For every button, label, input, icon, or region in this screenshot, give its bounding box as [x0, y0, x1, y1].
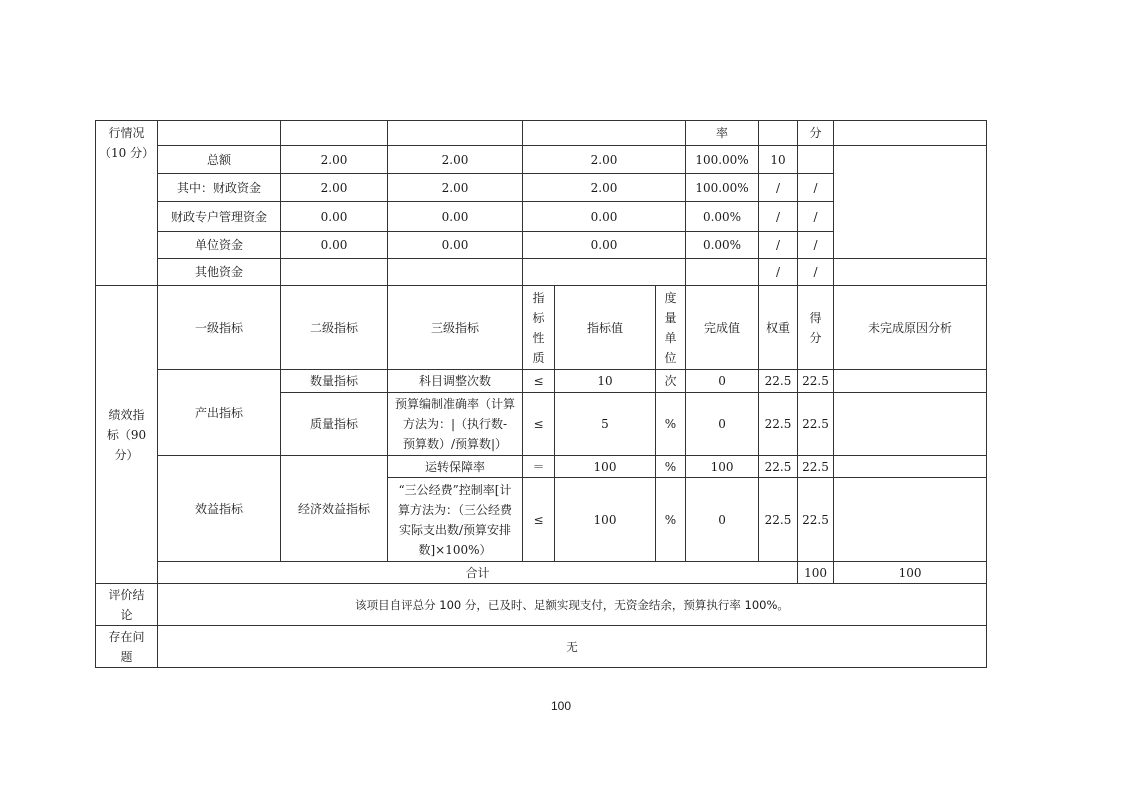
- indicator-score: 22.5: [798, 393, 834, 456]
- fund-value: 0.00: [281, 232, 388, 259]
- header-unit: 度 量 单 位: [656, 286, 686, 370]
- total-label: 合计: [158, 562, 798, 584]
- indicator-nature: ＝: [523, 456, 555, 478]
- indicator-score: 22.5: [798, 478, 834, 562]
- header-target: 指标值: [555, 286, 656, 370]
- issues-row: [96, 626, 987, 668]
- fund-name: 总额: [158, 146, 281, 174]
- benefit-indicator-label: 效益指标: [158, 456, 281, 562]
- indicator-unit: %: [656, 456, 686, 478]
- fund-score: /: [759, 174, 798, 202]
- rate-header: 率: [686, 121, 759, 146]
- fund-value: [523, 259, 686, 286]
- indicator-weight: 22.5: [759, 370, 798, 393]
- score-header: 分: [798, 121, 834, 146]
- fund-score: /: [759, 232, 798, 259]
- indicator-score: 22.5: [798, 370, 834, 393]
- fund-value: [281, 259, 388, 286]
- indicator-target: 100: [555, 456, 656, 478]
- fund-rate: 0.00%: [686, 202, 759, 232]
- indicator-row: [96, 456, 987, 478]
- fund-name: 财政专户管理资金: [158, 202, 281, 232]
- indicator-reason: [834, 456, 987, 478]
- fund-value: 2.00: [523, 174, 686, 202]
- fund-value: 0.00: [388, 232, 523, 259]
- indicator-row: [96, 370, 987, 393]
- indicator-nature: ≤: [523, 478, 555, 562]
- indicator-level3: 运转保障率: [388, 456, 523, 478]
- performance-evaluation-table: [95, 120, 987, 668]
- indicator-level2: 质量指标: [281, 393, 388, 456]
- page-number: 100: [550, 699, 572, 713]
- budget-section-label: 行情况 （10 分）: [96, 121, 158, 286]
- fund-value: 0.00: [281, 202, 388, 232]
- indicator-actual: 100: [686, 456, 759, 478]
- indicator-reason: [834, 370, 987, 393]
- fund-rate: [686, 259, 759, 286]
- conclusion-row: [96, 584, 987, 626]
- fund-score: /: [759, 259, 798, 286]
- fund-value: 0.00: [523, 232, 686, 259]
- indicator-target: 10: [555, 370, 656, 393]
- header-level3: 三级指标: [388, 286, 523, 370]
- table-cell: [281, 121, 388, 146]
- indicator-weight: 22.5: [759, 393, 798, 456]
- fund-rate: 100.00%: [686, 146, 759, 174]
- indicator-level3: 科目调整次数: [388, 370, 523, 393]
- header-nature: 指 标 性 质: [523, 286, 555, 370]
- fund-extra: [798, 146, 834, 174]
- fund-name: 其他资金: [158, 259, 281, 286]
- indicator-header-row: [96, 286, 987, 370]
- fund-name: 单位资金: [158, 232, 281, 259]
- fund-score: /: [759, 202, 798, 232]
- table-cell: [834, 121, 987, 146]
- header-level1: 一级指标: [158, 286, 281, 370]
- header-reason: 未完成原因分析: [834, 286, 987, 370]
- budget-row: [96, 259, 987, 286]
- indicator-nature: ≤: [523, 393, 555, 456]
- table-cell: [759, 121, 798, 146]
- total-score: 100: [834, 562, 987, 584]
- indicator-weight: 22.5: [759, 478, 798, 562]
- header-actual: 完成值: [686, 286, 759, 370]
- indicator-level3: “三公经费”控制率[计 算方法为：（三公经费 实际支出数/预算安排 数]×100%）: [388, 478, 523, 562]
- indicator-score: 22.5: [798, 456, 834, 478]
- indicator-unit: 次: [656, 370, 686, 393]
- fund-value: 0.00: [523, 202, 686, 232]
- fund-value: 2.00: [281, 146, 388, 174]
- total-row: [96, 562, 987, 584]
- header-level2: 二级指标: [281, 286, 388, 370]
- indicator-level2: 经济效益指标: [281, 456, 388, 562]
- header-score: 得 分: [798, 286, 834, 370]
- indicator-reason: [834, 393, 987, 456]
- indicator-nature: ≤: [523, 370, 555, 393]
- fund-value: [388, 259, 523, 286]
- fund-value: 2.00: [388, 146, 523, 174]
- fund-value: 0.00: [388, 202, 523, 232]
- budget-top-row: [96, 121, 987, 146]
- indicator-target: 5: [555, 393, 656, 456]
- fund-name: 其中：财政资金: [158, 174, 281, 202]
- fund-extra: /: [798, 232, 834, 259]
- fund-extra: /: [798, 202, 834, 232]
- indicator-unit: %: [656, 393, 686, 456]
- conclusion-label: 评价结 论: [96, 584, 158, 626]
- fund-rate: 0.00%: [686, 232, 759, 259]
- output-indicator-label: 产出指标: [158, 370, 281, 456]
- indicator-level2: 数量指标: [281, 370, 388, 393]
- table-cell: [388, 121, 523, 146]
- budget-row: [96, 146, 987, 174]
- fund-rate: 100.00%: [686, 174, 759, 202]
- fund-extra: /: [798, 259, 834, 286]
- issues-text: 无: [158, 626, 987, 668]
- fund-value: 2.00: [388, 174, 523, 202]
- header-weight: 权重: [759, 286, 798, 370]
- indicator-actual: 0: [686, 478, 759, 562]
- table-cell: [834, 146, 987, 259]
- conclusion-text: 该项目自评总分 100 分，已及时、足额实现支付，无资金结余，预算执行率 100%。: [158, 584, 987, 626]
- fund-value: 2.00: [523, 146, 686, 174]
- indicator-level3: 预算编制准确率（计算 方法为：|（执行数- 预算数）/预算数|）: [388, 393, 523, 456]
- fund-extra: /: [798, 174, 834, 202]
- fund-score: 10: [759, 146, 798, 174]
- table-cell: [834, 259, 987, 286]
- indicator-actual: 0: [686, 370, 759, 393]
- performance-section-label: 绩效指 标（90 分）: [96, 286, 158, 584]
- issues-label: 存在问 题: [96, 626, 158, 668]
- indicator-unit: %: [656, 478, 686, 562]
- table-cell: [523, 121, 686, 146]
- fund-value: 2.00: [281, 174, 388, 202]
- indicator-target: 100: [555, 478, 656, 562]
- indicator-actual: 0: [686, 393, 759, 456]
- indicator-reason: [834, 478, 987, 562]
- total-weight: 100: [798, 562, 834, 584]
- table-cell: [158, 121, 281, 146]
- indicator-weight: 22.5: [759, 456, 798, 478]
